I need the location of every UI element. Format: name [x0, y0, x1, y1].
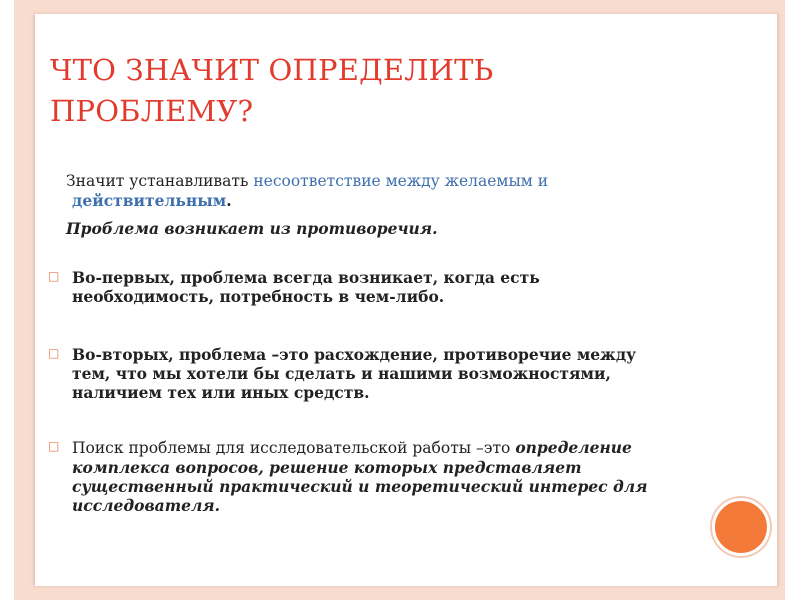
square-bullet-icon: □ [48, 269, 60, 283]
intro-suffix: . [226, 191, 232, 210]
square-bullet-icon: □ [48, 346, 60, 360]
bullet-line [72, 438, 688, 458]
intro-paragraph [66, 172, 686, 211]
bullet-line: существенный практический и теоретический интерес для [72, 477, 648, 496]
list-item [48, 345, 688, 402]
bullet-text [72, 438, 688, 515]
title-line-2: ПРОБЛЕМУ? [50, 94, 254, 128]
bullet-line: Во-вторых, проблема –это расхождение, противоречие между [72, 345, 637, 364]
contradiction-line: Проблема возникает из противоречия. [66, 219, 438, 238]
bullet-line: тем, что мы хотели бы сделать и нашими возможностями, [72, 364, 611, 383]
intro-accent-2: действительным [72, 191, 227, 210]
bullet-line: наличием тех или иных средств. [72, 383, 370, 402]
list-item [48, 438, 688, 515]
bullet-line: Во-первых, проблема всегда возникает, когда есть [72, 268, 540, 287]
slide-title [50, 50, 670, 132]
bullet-line: комплекса вопросов, решение которых представляет [72, 458, 582, 477]
bullet-line: исследователя. [72, 496, 221, 515]
intro-accent-1: несоответствие между желаемым и [253, 172, 549, 190]
bullet-text [72, 268, 688, 306]
intro-prefix: Значит устанавливать [66, 172, 254, 190]
bullet-italic-text: определение [515, 438, 632, 457]
decorative-circle [712, 498, 770, 556]
list-item [48, 268, 688, 306]
title-line-1: ЧТО ЗНАЧИТ ОПРЕДЕЛИТЬ [50, 53, 494, 87]
bullet-text [72, 345, 688, 402]
bullet-line: необходимость, потребность в чем-либо. [72, 287, 445, 306]
square-bullet-icon: □ [48, 439, 60, 453]
bullet-plain-text: Поиск проблемы для исследовательской работы –это [72, 439, 516, 457]
